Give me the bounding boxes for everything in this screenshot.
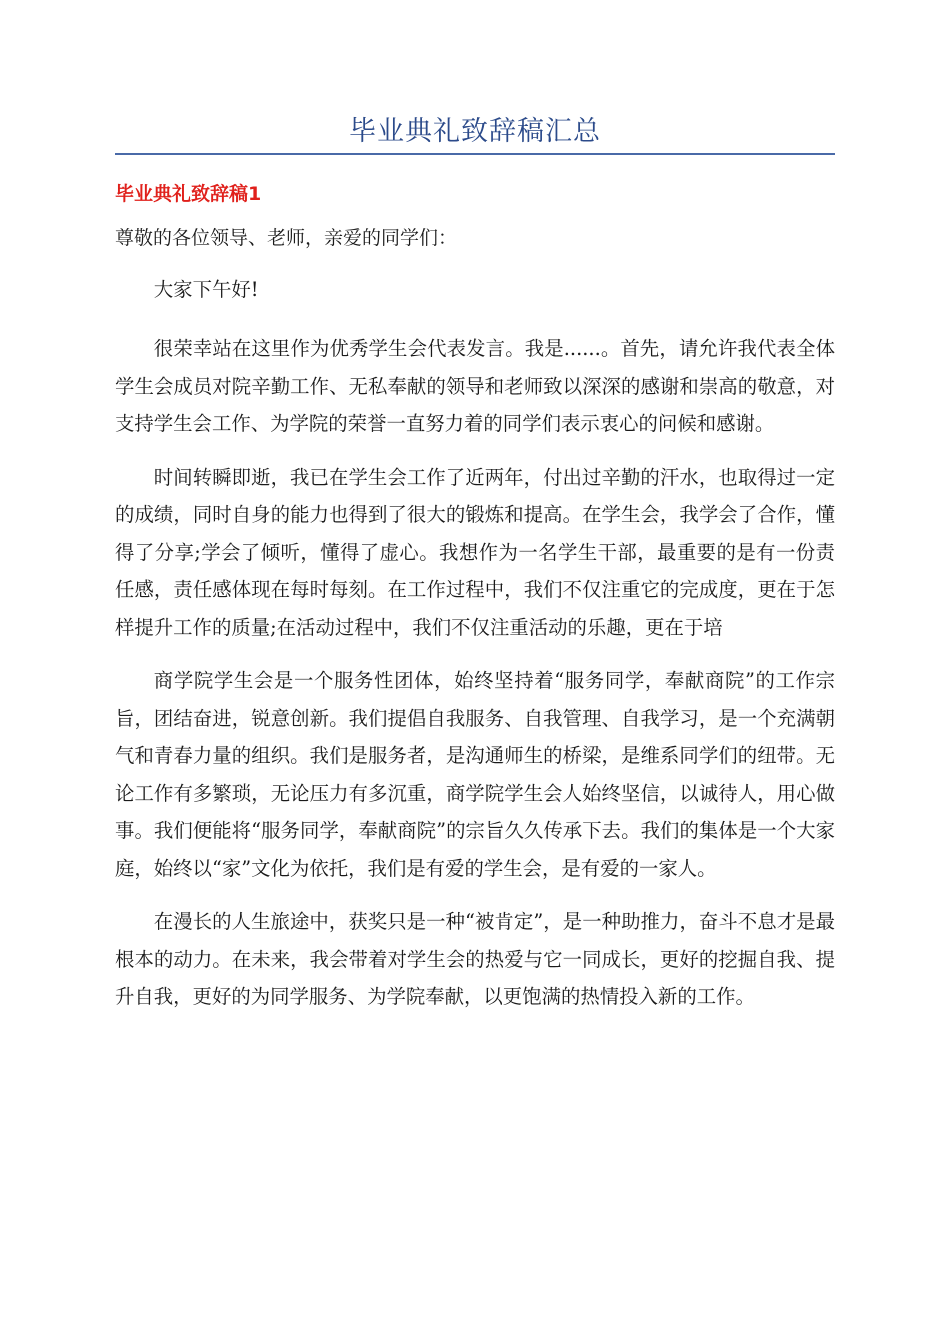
body-paragraph-4: 在漫长的人生旅途中，获奖只是一种“被肯定”，是一种助推力，奋斗不息才是最根本的动力。在未来，我会带着对学生会的热爱与它一同成长，更好的挖掘自我、提升自我，更好的为同学服务、为学院奉献，以更饱满的热情投入新的工作。: [115, 910, 835, 1008]
section-heading: 毕业典礼致辞稿1: [115, 183, 262, 205]
document-body: [115, 180, 835, 1032]
greeting-paragraph: 大家下午好!: [153, 278, 259, 301]
body-paragraph-3: 商学院学生会是一个服务性团体，始终坚持着“服务同学，奉献商院”的工作宗旨，团结奋进，锐意创新。我们提倡自我服务、自我管理、自我学习，是一个充满朝气和青春力量的组织。我们是服务者，是沟通师生的桥梁，是维系同学们的纽带。无论工作有多繁琐，无论压力有多沉重，商学院学生会人始终坚信，以诚待人，用心做事。我们便能将“服务同学，奉献商院”的宗旨久久传承下去。我们的集体是一个大家庭，始终以“家”文化为依托，我们是有爱的学生会，是有爱的一家人。: [115, 669, 835, 880]
title-divider: [115, 153, 835, 155]
body-paragraph-2: 时间转瞬即逝，我已在学生会工作了近两年，付出过辛勤的汗水，也取得过一定的成绩，同时自身的能力也得到了很大的锻炼和提高。在学生会，我学会了合作，懂得了分享;学会了倾听，懂得了虚心。我想作为一名学生干部，最重要的是有一份责任感，责任感体现在每时每刻。在工作过程中，我们不仅注重它的完成度，更在于怎样提升工作的质量;在活动过程中，我们不仅注重活动的乐趣，更在于培: [115, 465, 835, 639]
salutation-line: 尊敬的各位领导、老师，亲爱的同学们：: [115, 227, 458, 249]
document-title: 毕业典礼致辞稿汇总: [349, 116, 601, 147]
body-paragraph-1: 很荣幸站在这里作为优秀学生会代表发言。我是......。首先，请允许我代表全体学生会成员对院辛勤工作、无私奉献的领导和老师致以深深的感谢和崇高的敬意，对支持学生会工作、为学院的荣誉一直努力着的同学们表示衷心的问候和感谢。: [115, 337, 835, 435]
